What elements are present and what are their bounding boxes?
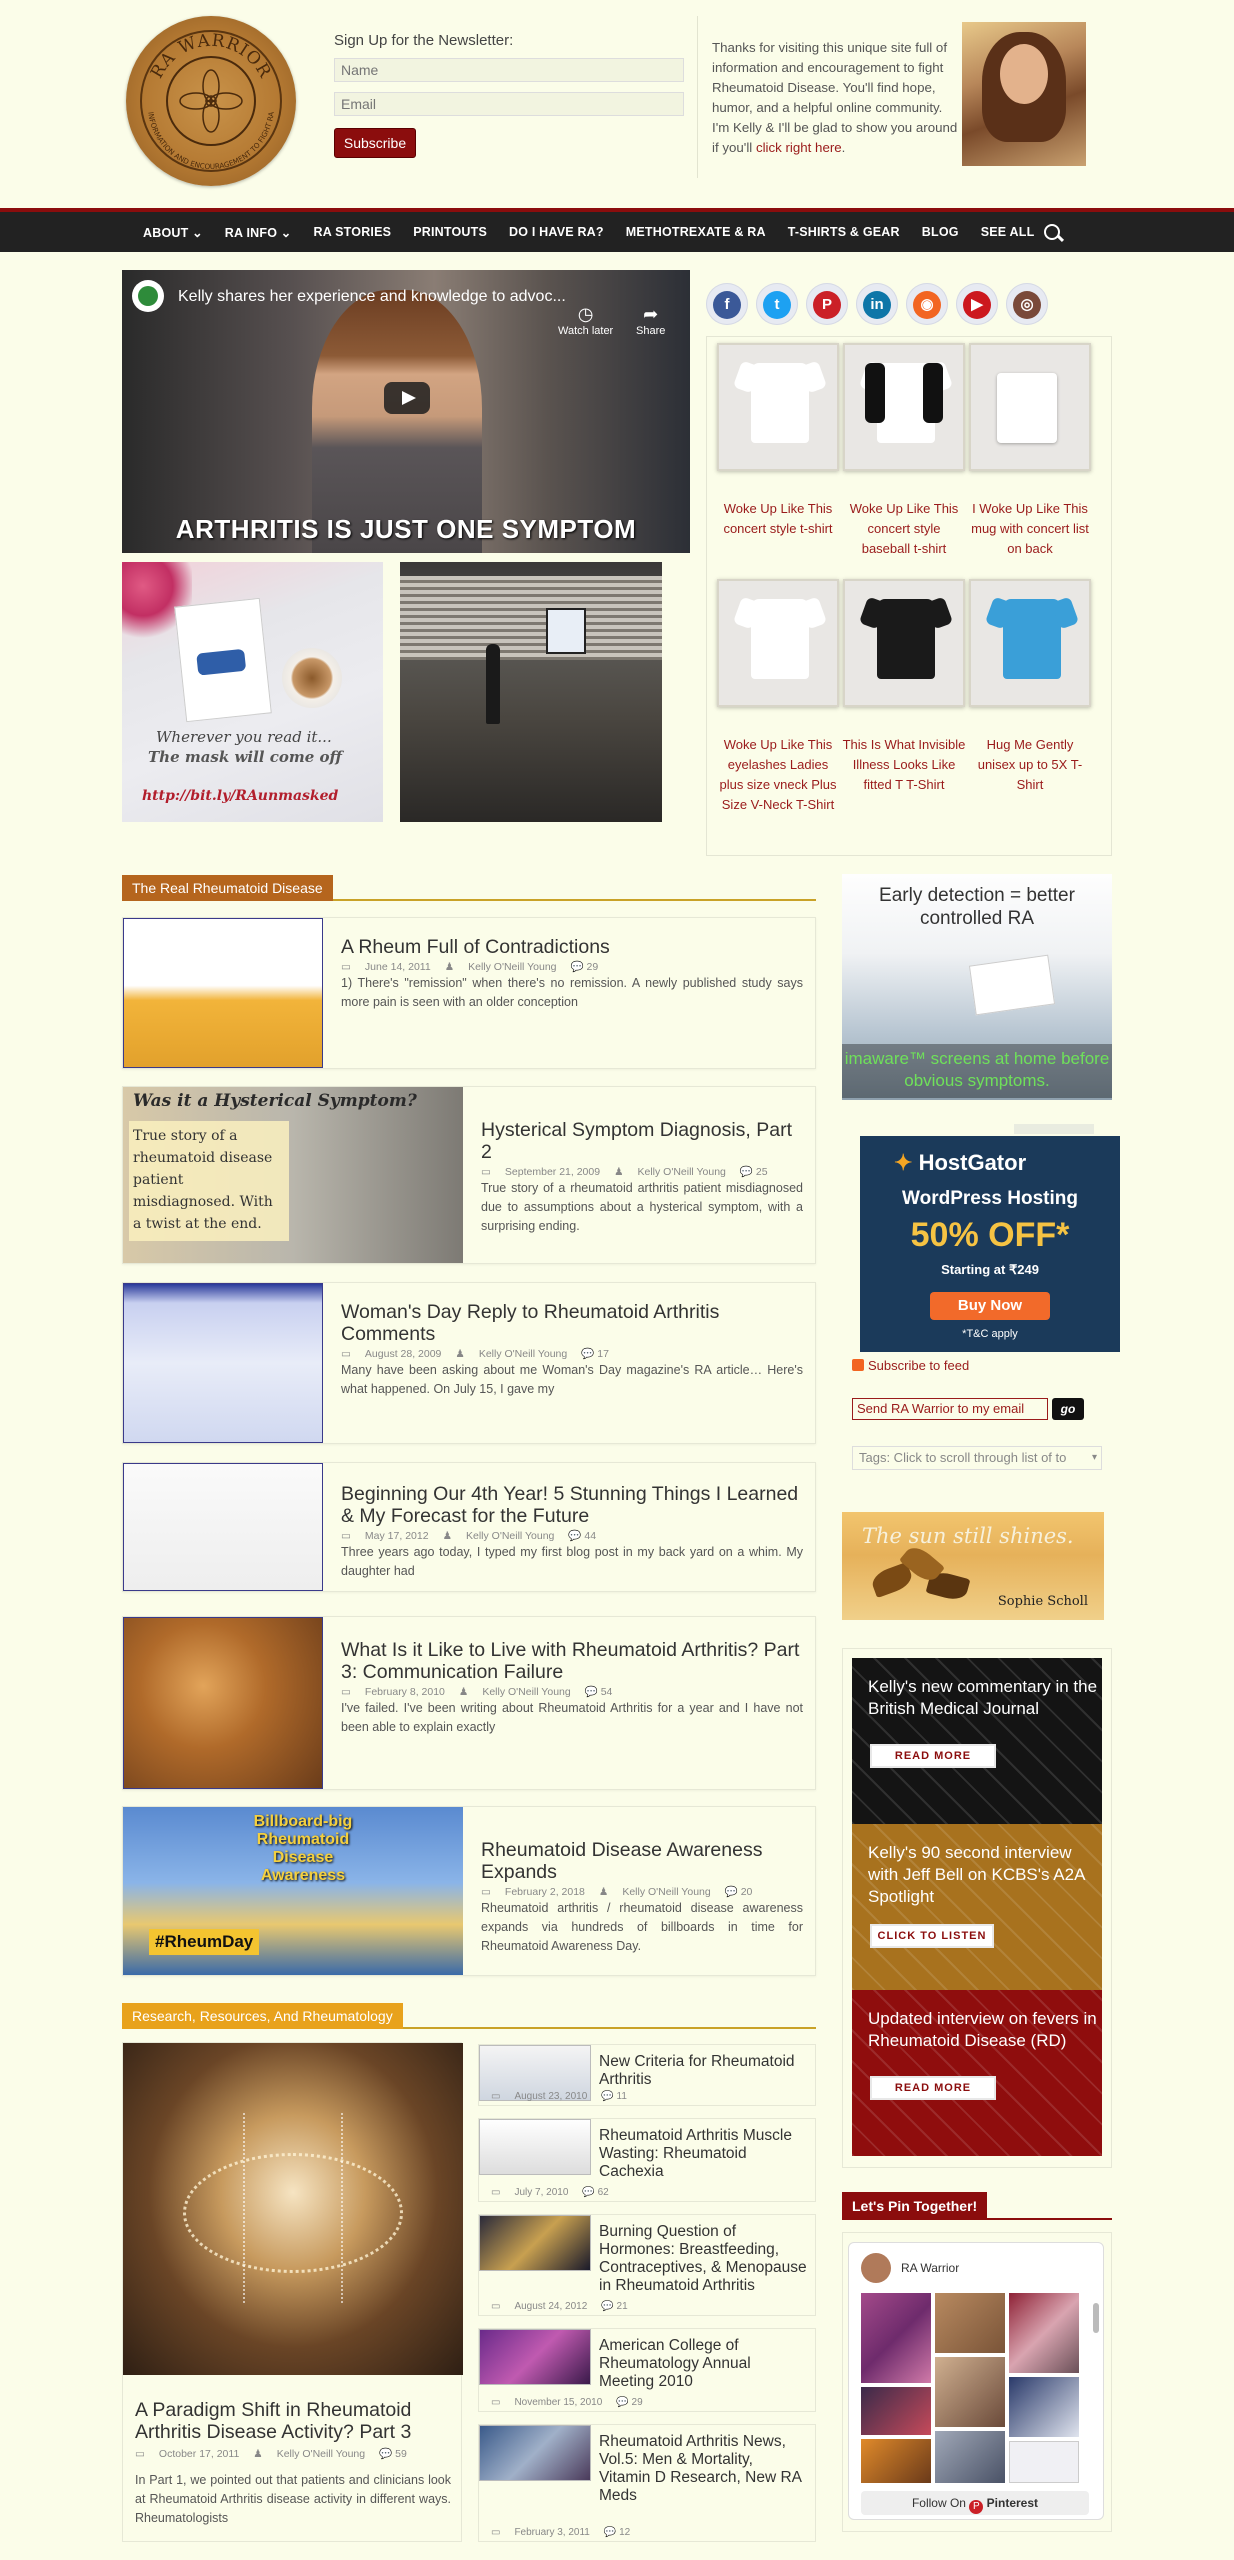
user-icon: ♟: [598, 1886, 609, 1898]
research-comments[interactable]: 21: [616, 2301, 628, 2312]
comment-icon: 💬: [724, 1886, 741, 1898]
post-excerpt: I've failed. I've been writing about Rheumatoid Arthritis for a year and I have not been able to explain exactly: [341, 1701, 803, 1734]
post-card[interactable]: [122, 1616, 816, 1790]
post-card[interactable]: [122, 1282, 816, 1444]
avatar[interactable]: [861, 2253, 891, 2283]
post-author[interactable]: Kelly O'Neill Young: [465, 1530, 555, 1542]
pin-scrollbar[interactable]: [1093, 2303, 1099, 2333]
pin-title: Let's Pin Together!: [842, 2192, 987, 2220]
follow-label: Follow On: [911, 2496, 966, 2510]
pinterest-icon-glyph: P: [813, 291, 841, 319]
post-title[interactable]: Hysterical Symptom Diagnosis, Part 2: [481, 1119, 793, 1163]
comment-icon: 💬: [584, 1686, 601, 1698]
calendar-icon: ▭: [491, 2527, 501, 2538]
post-excerpt: 1) There's "remission" when there's no remission. A newly published study says more pain is seen with an older conception: [341, 976, 803, 1009]
promo-card[interactable]: [852, 1990, 1102, 2156]
presentation-screen: [546, 608, 586, 654]
pin-profile-name[interactable]: RA Warrior: [901, 2261, 960, 2275]
chandelier-image[interactable]: [123, 2043, 463, 2375]
promo-button[interactable]: READ MORE: [870, 2076, 996, 2100]
clock-icon: ◷: [577, 304, 594, 324]
feature-date: October 17, 2011: [158, 2448, 240, 2460]
site-logo[interactable]: [126, 16, 296, 186]
promo-text: Kelly's new commentary in the British Medical Journal: [868, 1677, 1098, 1718]
research-post[interactable]: [478, 2118, 816, 2202]
linkedin-icon[interactable]: [856, 283, 898, 325]
product-image[interactable]: [969, 343, 1091, 471]
calendar-icon: ▭: [491, 2397, 501, 2408]
research-meta: [491, 2397, 643, 2408]
post-date: May 17, 2012: [364, 1530, 429, 1542]
post-meta: [341, 1685, 612, 1698]
post-comments[interactable]: 25: [755, 1166, 768, 1178]
nav-item[interactable]: T-SHIRTS & GEAR: [787, 225, 900, 239]
facebook-icon-glyph: f: [713, 291, 741, 319]
presentation-photo[interactable]: [400, 562, 662, 822]
feature-post[interactable]: [122, 2042, 462, 2542]
pinterest-widget[interactable]: [848, 2242, 1104, 2520]
instagram-icon-glyph: ◎: [1013, 291, 1041, 319]
feature-excerpt: In Part 1, we pointed out that patients and clinicians look at Rheumatoid Arthritis disease activity in different ways. Rheumatologists: [135, 2473, 451, 2525]
research-meta: [491, 2091, 627, 2102]
comment-icon: 💬: [570, 961, 587, 973]
comment-icon: 💬: [603, 2527, 620, 2538]
welcome-body: Thanks for visiting this unique site full of information and encouragement to fight Rheumatoid Disease. You'll find hope, humor, and a helpful online community. I'm Kelly & I'll be glad to show you around if you'll: [712, 40, 958, 155]
thumb-title: Billboard-big Rheumatoid Disease Awareness: [253, 1813, 353, 1884]
post-title[interactable]: What Is it Like to Live with Rheumatoid Arthritis? Part 3: Communication Failure: [341, 1639, 800, 1683]
research-post[interactable]: [478, 2044, 816, 2106]
pin-image[interactable]: [935, 2293, 1005, 2353]
book-card: [174, 598, 272, 722]
pin-image[interactable]: [861, 2293, 931, 2383]
unmasked-promo-image[interactable]: [122, 562, 383, 822]
comment-icon: 💬: [616, 2397, 632, 2408]
hg-product: WordPress Hosting: [902, 1188, 1078, 1209]
post-meta: [481, 1165, 768, 1178]
calendar-icon: ▭: [341, 1686, 351, 1698]
rss-icon[interactable]: [906, 283, 948, 325]
logo-title: RA WARRIOR: [146, 30, 276, 82]
post-thumbnail[interactable]: [123, 1617, 323, 1789]
comment-icon: 💬: [568, 1530, 585, 1542]
post-thumbnail[interactable]: [123, 1087, 463, 1263]
hg-buy-button[interactable]: Buy Now: [930, 1292, 1050, 1320]
rss-icon: [852, 1359, 864, 1371]
rss-icon-glyph: ◉: [913, 291, 941, 319]
hostgator-brand: HostGator: [918, 1150, 1027, 1175]
post-excerpt: Rheumatoid arthritis / rheumatoid disease awareness expands via hundreds of billboards in time for Rheumatoid Awareness Day.: [481, 1901, 803, 1953]
mug: [997, 373, 1057, 443]
research-post[interactable]: [478, 2328, 816, 2412]
section-title[interactable]: Research, Resources, And Rheumatology: [122, 2003, 403, 2029]
twitter-icon[interactable]: [756, 283, 798, 325]
post-author[interactable]: Kelly O'Neill Young: [482, 1686, 571, 1698]
nav-item[interactable]: ABOUT ⌄: [143, 225, 203, 240]
newsletter-form: [312, 16, 698, 178]
comment-icon: 💬: [601, 2091, 617, 2102]
post-excerpt: Three years ago today, I typed my first blog post in my back yard on a whim. My daughter had: [341, 1545, 803, 1578]
feature-meta: [135, 2447, 407, 2460]
post-date: August 28, 2009: [364, 1348, 442, 1360]
research-comments[interactable]: 62: [597, 2187, 609, 2198]
subscribe-feed-link[interactable]: [852, 1358, 969, 1373]
thumb-title: Was it a Hysterical Symptom?: [133, 1091, 417, 1111]
promo-button[interactable]: CLICK TO LISTEN: [870, 1924, 994, 1948]
quote-author: Sophie Scholl: [997, 1594, 1088, 1609]
post-thumbnail[interactable]: [123, 1807, 463, 1975]
youtube-icon[interactable]: [956, 283, 998, 325]
product-image[interactable]: [843, 579, 965, 707]
video-player[interactable]: [122, 270, 690, 553]
shirt: [751, 599, 809, 679]
post-date: February 2, 2018: [504, 1886, 585, 1898]
feature-author[interactable]: Kelly O'Neill Young: [276, 2448, 366, 2460]
watch-later-label: Watch later: [558, 325, 614, 337]
feature-comments[interactable]: 59: [395, 2448, 407, 2460]
pin-image[interactable]: [861, 2387, 931, 2435]
comment-icon: 💬: [582, 2187, 598, 2198]
comment-icon: 💬: [601, 2301, 617, 2312]
post-title[interactable]: Woman's Day Reply to Rheumatoid Arthritis Comments: [341, 1301, 720, 1345]
nav-item[interactable]: BLOG: [921, 225, 959, 239]
post-date: February 8, 2010: [364, 1686, 445, 1698]
video-caption: ARTHRITIS IS JUST ONE SYMPTOM: [175, 514, 637, 544]
promo-card[interactable]: [852, 1658, 1102, 1824]
shirt: [1003, 599, 1061, 679]
user-icon: ♟: [455, 1348, 465, 1360]
post-meta: [481, 1885, 752, 1898]
product-link[interactable]: Woke Up Like This concert style baseball t-shirt: [849, 501, 959, 556]
thumb-text: True story of a rheumatoid disease patient misdiagnosed. With a twist at the end.: [129, 1121, 289, 1241]
pin-image[interactable]: [861, 2439, 931, 2483]
promo-line-1: Wherever you read it...: [156, 728, 332, 746]
post-date: September 21, 2009: [504, 1166, 601, 1178]
research-date: February 3, 2011: [514, 2527, 590, 2538]
newsletter-label: Sign Up for the Newsletter:: [334, 32, 514, 49]
post-comments[interactable]: 17: [597, 1348, 609, 1360]
research-meta: [491, 2301, 628, 2312]
chevron-down-icon: ▾: [1091, 1452, 1097, 1463]
hostgator-logo: [894, 1150, 1026, 1176]
play-button[interactable]: [384, 382, 430, 414]
product-link[interactable]: Woke Up Like This eyelashes Ladies plus size vneck Plus Size V-Neck T-Shirt: [719, 737, 837, 812]
share-button[interactable]: [636, 304, 665, 337]
imaware-ad[interactable]: [842, 874, 1112, 1100]
post-card[interactable]: [122, 1462, 816, 1592]
subscribe-feed-label[interactable]: Subscribe to feed: [868, 1358, 970, 1373]
post-thumbnail[interactable]: [123, 918, 323, 1068]
youtube-icon-glyph: ▶: [963, 291, 991, 319]
calendar-icon: ▭: [341, 1530, 351, 1542]
ad-headline: Early detection = better controlled RA: [879, 885, 1075, 929]
user-icon: ♟: [253, 2448, 263, 2460]
research-meta: [491, 2527, 630, 2538]
research-thumbnail[interactable]: [479, 2119, 591, 2175]
research-title[interactable]: Burning Question of Hormones: Breastfeeding, Contraceptives, & Menopause in Rheumatoid Arthritis: [599, 2223, 807, 2294]
research-date: November 15, 2010: [514, 2397, 603, 2408]
ad-tagline: imaware™ screens at home before obvious symptoms.: [842, 1044, 1112, 1098]
pinterest-icon[interactable]: [806, 283, 848, 325]
research-post[interactable]: [478, 2424, 816, 2542]
post-author[interactable]: Kelly O'Neill Young: [468, 961, 557, 973]
welcome-link[interactable]: click right here: [755, 140, 842, 155]
quote-image: [842, 1512, 1104, 1620]
hg-price: Starting at ₹249: [941, 1262, 1039, 1277]
feature-title[interactable]: A Paradigm Shift in Rheumatoid Arthritis Disease Activity? Part 3: [135, 2399, 412, 2443]
nav-item[interactable]: PRINTOUTS: [413, 225, 487, 239]
post-comments[interactable]: 29: [586, 961, 599, 973]
promo-text: Kelly's 90 second interview with Jeff Bell on KCBS's A2A Spotlight: [868, 1843, 1085, 1906]
post-title[interactable]: Beginning Our 4th Year! 5 Stunning Things I Learned & My Forecast for the Future: [341, 1483, 799, 1527]
calendar-icon: ▭: [341, 1348, 351, 1360]
post-card[interactable]: [122, 1806, 816, 1976]
feed-email-input[interactable]: Send RA Warrior to my email: [852, 1398, 1048, 1420]
post-card[interactable]: [122, 1086, 816, 1264]
pin-image[interactable]: [935, 2431, 1005, 2483]
go-button[interactable]: go: [1052, 1398, 1084, 1420]
research-title[interactable]: American College of Rheumatology Annual Meeting 2010: [599, 2337, 751, 2390]
section-header-real-rd: [122, 875, 816, 901]
calendar-icon: ▭: [491, 2301, 501, 2312]
shirt: [751, 363, 809, 443]
promo-text: Updated interview on fevers in Rheumatoid Disease (RD): [868, 2009, 1097, 2050]
post-thumbnail[interactable]: [123, 1283, 323, 1443]
pin-image[interactable]: [1009, 2377, 1079, 2437]
linkedin-icon-glyph: in: [863, 291, 891, 319]
pin-header: [842, 2192, 1112, 2220]
product-image[interactable]: [843, 343, 965, 471]
research-post[interactable]: [478, 2214, 816, 2316]
research-date: July 7, 2010: [514, 2187, 569, 2198]
email-input[interactable]: [334, 92, 684, 116]
promo-line-2: The mask will come off: [148, 748, 342, 766]
product-image[interactable]: [717, 579, 839, 707]
calendar-icon: ▭: [481, 1886, 491, 1898]
post-meta: [341, 1529, 596, 1542]
pin-grid: [861, 2293, 1087, 2483]
name-input[interactable]: [334, 58, 684, 82]
nav-items: [132, 212, 1045, 252]
gator-icon: ✦: [894, 1150, 913, 1175]
comment-icon: 💬: [379, 2448, 396, 2460]
comment-icon: 💬: [739, 1166, 756, 1178]
calendar-icon: ▭: [481, 1166, 491, 1178]
research-date: August 24, 2012: [514, 2301, 588, 2312]
post-thumbnail[interactable]: [123, 1463, 323, 1591]
shirt: [877, 599, 935, 679]
share-label: Share: [636, 325, 666, 337]
promo-card[interactable]: [852, 1824, 1102, 1990]
search-icon[interactable]: [1044, 224, 1060, 240]
logo-flower: [180, 70, 242, 132]
tags-dropdown[interactable]: [852, 1446, 1102, 1470]
post-card[interactable]: [122, 917, 816, 1069]
share-icon: ➦: [643, 304, 659, 324]
promo-link[interactable]: http://bit.ly/RAunmasked: [142, 788, 339, 804]
post-author[interactable]: Kelly O'Neill Young: [478, 1348, 568, 1360]
welcome-box: [708, 16, 1092, 178]
hg-terms: *T&C apply: [962, 1328, 1018, 1340]
user-icon: ♟: [614, 1166, 624, 1178]
thumb-tag: #RheumDay: [149, 1929, 259, 1955]
product-link[interactable]: Woke Up Like This concert style t-shirt: [723, 501, 833, 536]
post-author[interactable]: Kelly O'Neill Young: [637, 1166, 726, 1178]
video-title[interactable]: Kelly shares her experience and knowledge to advoc...: [178, 288, 566, 305]
research-comments[interactable]: 11: [616, 2091, 627, 2102]
section-header-research: [122, 2003, 816, 2029]
kelly-photo: [962, 22, 1086, 166]
post-author[interactable]: Kelly O'Neill Young: [622, 1886, 711, 1898]
research-title[interactable]: Rheumatoid Arthritis News, Vol.5: Men & Mortality, Vitamin D Research, New RA Meds: [599, 2433, 802, 2504]
product-link[interactable]: Hug Me Gently unisex up to 5X T-Shirt: [977, 737, 1083, 792]
product-link[interactable]: I Woke Up Like This mug with concert list on back: [971, 501, 1089, 556]
nav-item[interactable]: METHOTREXATE & RA: [625, 225, 766, 239]
pinterest-icon: P: [969, 2500, 983, 2514]
post-comments[interactable]: 44: [584, 1530, 597, 1542]
calendar-icon: ▭: [341, 961, 351, 973]
research-comments[interactable]: 29: [631, 2397, 643, 2408]
research-comments[interactable]: 12: [619, 2527, 631, 2538]
facebook-icon[interactable]: [706, 283, 748, 325]
welcome-period: .: [841, 140, 846, 155]
product-image[interactable]: [969, 579, 1091, 707]
post-title[interactable]: Rheumatoid Disease Awareness Expands: [481, 1839, 763, 1883]
logo-subtitle: INFORMATION AND ENCOURAGEMENT TO FIGHT RA: [146, 111, 276, 172]
shop-widget: [706, 336, 1112, 856]
nav-item[interactable]: SEE ALL: [980, 225, 1035, 239]
user-icon: ♟: [442, 1530, 452, 1542]
product-image[interactable]: [717, 343, 839, 471]
product-link[interactable]: This Is What Invisible Illness Looks Like fitted T T-Shirt: [842, 737, 966, 792]
svg-text:RA WARRIOR: [147, 31, 275, 82]
nav-item[interactable]: RA INFO ⌄: [224, 225, 292, 240]
research-date: August 23, 2010: [514, 2091, 588, 2102]
section-title[interactable]: The Real Rheumatoid Disease: [122, 875, 333, 901]
quote-text: The sun still shines.: [862, 1524, 1074, 1548]
channel-logo-icon[interactable]: [132, 280, 164, 312]
shirt-sleeve: [923, 363, 943, 423]
research-thumbnail[interactable]: [479, 2425, 591, 2481]
speaker-silhouette: [486, 644, 500, 724]
pin-image[interactable]: [1009, 2293, 1079, 2373]
research-meta: [491, 2187, 609, 2198]
user-icon: ♟: [444, 961, 455, 973]
instagram-icon[interactable]: [1006, 283, 1048, 325]
post-meta: [341, 960, 598, 973]
calendar-icon: ▭: [135, 2448, 145, 2460]
post-comments[interactable]: 20: [740, 1886, 753, 1898]
subscribe-button[interactable]: Subscribe: [334, 128, 416, 158]
ad-card: [969, 955, 1055, 1016]
nav-item[interactable]: RA STORIES: [313, 225, 392, 239]
comment-icon: 💬: [581, 1348, 598, 1360]
welcome-text: [712, 38, 962, 158]
pinterest-brand: Pinterest: [986, 2496, 1039, 2510]
calendar-icon: ▭: [491, 2091, 501, 2102]
ad-label-bar: [1014, 1124, 1094, 1134]
post-excerpt: Many have been asking about me Woman's Day magazine's RA article… Here's what happened. On July 15, I gave my: [341, 1363, 803, 1396]
pin-image[interactable]: [1009, 2441, 1079, 2483]
svg-text:INFORMATION AND ENCOURAGEMENT: [146, 111, 275, 171]
research-title[interactable]: New Criteria for Rheumatoid Arthritis: [599, 2053, 795, 2088]
pin-image[interactable]: [935, 2357, 1005, 2427]
shirt-sleeve: [865, 363, 885, 423]
logo-text-ring: [126, 16, 296, 186]
calendar-icon: ▭: [491, 2187, 501, 2198]
post-comments[interactable]: 54: [600, 1686, 613, 1698]
post-title[interactable]: A Rheum Full of Contradictions: [341, 936, 610, 958]
post-excerpt: True story of a rheumatoid arthritis patient misdiagnosed due to assumptions about a hysterical symptom, with a surprising ending.: [481, 1181, 803, 1233]
window-blinds: [400, 576, 662, 660]
twitter-icon-glyph: t: [763, 291, 791, 319]
post-date: June 14, 2011: [364, 961, 431, 973]
promo-button[interactable]: READ MORE: [870, 1744, 996, 1768]
main-nav: [0, 208, 1234, 252]
tags-label: Tags: Click to scroll through list of to: [859, 1450, 1067, 1465]
research-title[interactable]: Rheumatoid Arthritis Muscle Wasting: Rheumatoid Cachexia: [599, 2127, 792, 2180]
research-thumbnail[interactable]: [479, 2329, 591, 2385]
hg-discount: 50% OFF*: [910, 1216, 1070, 1254]
nav-item[interactable]: DO I HAVE RA?: [509, 225, 604, 239]
follow-pinterest-button[interactable]: [861, 2491, 1089, 2515]
watch-later-button[interactable]: [558, 304, 613, 337]
user-icon: ♟: [458, 1686, 469, 1698]
hostgator-ad[interactable]: [860, 1136, 1120, 1352]
coffee-cup: [282, 648, 342, 708]
post-meta: [341, 1347, 609, 1360]
research-thumbnail[interactable]: [479, 2215, 591, 2271]
